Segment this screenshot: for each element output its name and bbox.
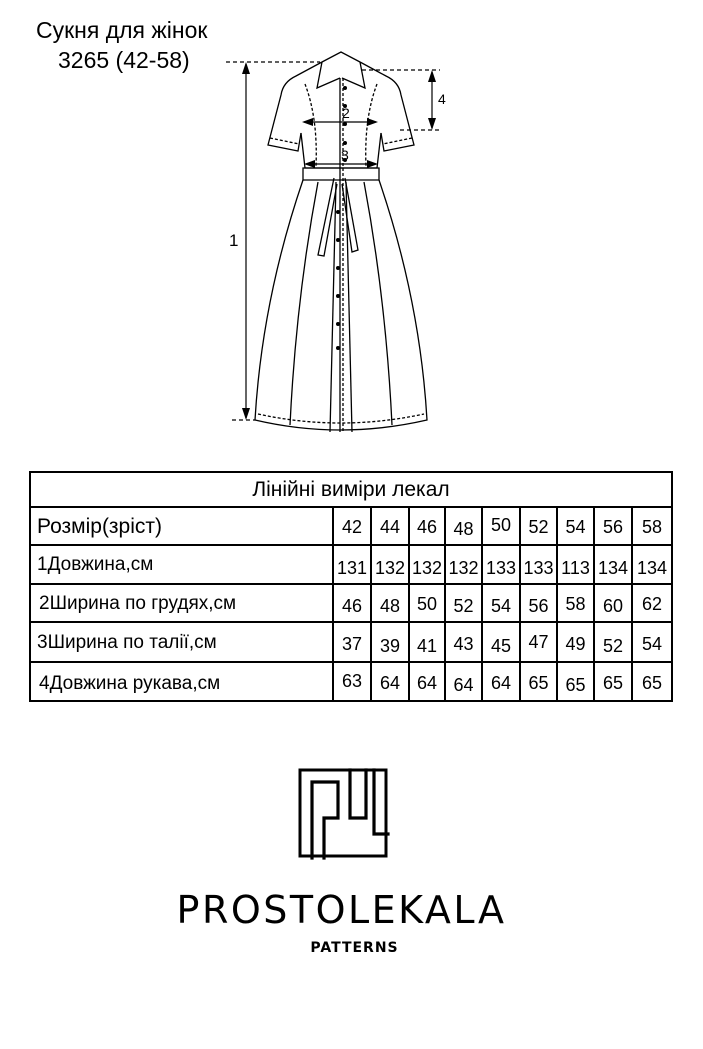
- table-row: [31, 585, 671, 623]
- table-cell: 48: [446, 508, 483, 544]
- table-row: [31, 508, 671, 546]
- table-cell: 132: [446, 546, 483, 583]
- table-cell: 54: [483, 585, 521, 621]
- table-cell: 47: [521, 623, 558, 661]
- table-cell: 131: [334, 546, 372, 583]
- brand-logo-icon: [298, 768, 390, 860]
- table-row: [31, 546, 671, 585]
- row-label: 1Довжина,см: [31, 546, 334, 583]
- table-cell: 52: [521, 508, 558, 544]
- table-cell: 41: [410, 623, 446, 661]
- table-cell: 45: [483, 623, 521, 661]
- table-cell: 52: [595, 623, 633, 661]
- table-cell: 64: [410, 663, 446, 700]
- table-cell: 46: [410, 508, 446, 544]
- table-cell: 133: [521, 546, 558, 583]
- row-label: 2Ширина по грудях,см: [31, 585, 334, 621]
- dimension-label-1: 1: [229, 231, 239, 250]
- table-cell: 48: [372, 585, 410, 621]
- table-cell: 37: [334, 623, 372, 661]
- table-cell: 134: [636, 558, 668, 578]
- table-cell: 132: [372, 546, 410, 583]
- table-cell: 42: [334, 508, 372, 544]
- table-cell: 65: [521, 663, 558, 700]
- table-cell: 134: [595, 546, 633, 583]
- table-cell: 54: [641, 634, 663, 654]
- table-cell: 64: [372, 663, 410, 700]
- table-cell: 62: [641, 594, 663, 614]
- table-cell: 58: [558, 585, 595, 621]
- dimension-label-2: 2: [342, 105, 350, 121]
- table-cell: 132: [410, 546, 446, 583]
- product-model: 3265 (42-58): [58, 47, 190, 73]
- table-cell: 56: [595, 508, 633, 544]
- measurements-table: [29, 471, 673, 702]
- table-cell: 39: [372, 623, 410, 661]
- table-cell: 65: [595, 663, 633, 700]
- table-cell: 63: [334, 663, 372, 700]
- table-cell: 133: [483, 546, 521, 583]
- product-title: Сукня для жінок: [36, 17, 208, 43]
- table-cell: 49: [558, 623, 595, 661]
- table-cell: 64: [446, 663, 483, 700]
- table-cell: 60: [595, 585, 633, 621]
- table-cell: 56: [521, 585, 558, 621]
- table-cell: 54: [558, 508, 595, 544]
- brand-name: PROSTOLEKALA: [176, 888, 507, 932]
- table-cell: 52: [446, 585, 483, 621]
- table-cell: 65: [641, 673, 663, 693]
- table-row: [31, 663, 671, 700]
- table-cell: 58: [641, 517, 663, 537]
- dimension-label-4: 4: [438, 91, 446, 107]
- row-label: Розмір(зріст): [31, 508, 334, 544]
- row-label: 4Довжина рукава,см: [31, 663, 334, 700]
- table-cell: 64: [483, 663, 521, 700]
- table-cell: 50: [483, 508, 521, 544]
- table-cell: 43: [446, 623, 483, 661]
- table-cell: 46: [334, 585, 372, 621]
- table-cell: 44: [372, 508, 410, 544]
- table-cell: 50: [410, 585, 446, 621]
- brand-subtitle: PATTERNS: [310, 940, 399, 956]
- dimension-label-3: 3: [341, 147, 349, 163]
- table-row: [31, 623, 671, 663]
- dress-technical-sketch: [0, 0, 703, 460]
- row-label: 3Ширина по талії,см: [31, 623, 334, 661]
- table-caption: Лінійні виміри лекал: [31, 473, 671, 508]
- table-cell: 65: [558, 663, 595, 700]
- table-cell: 113: [558, 546, 595, 583]
